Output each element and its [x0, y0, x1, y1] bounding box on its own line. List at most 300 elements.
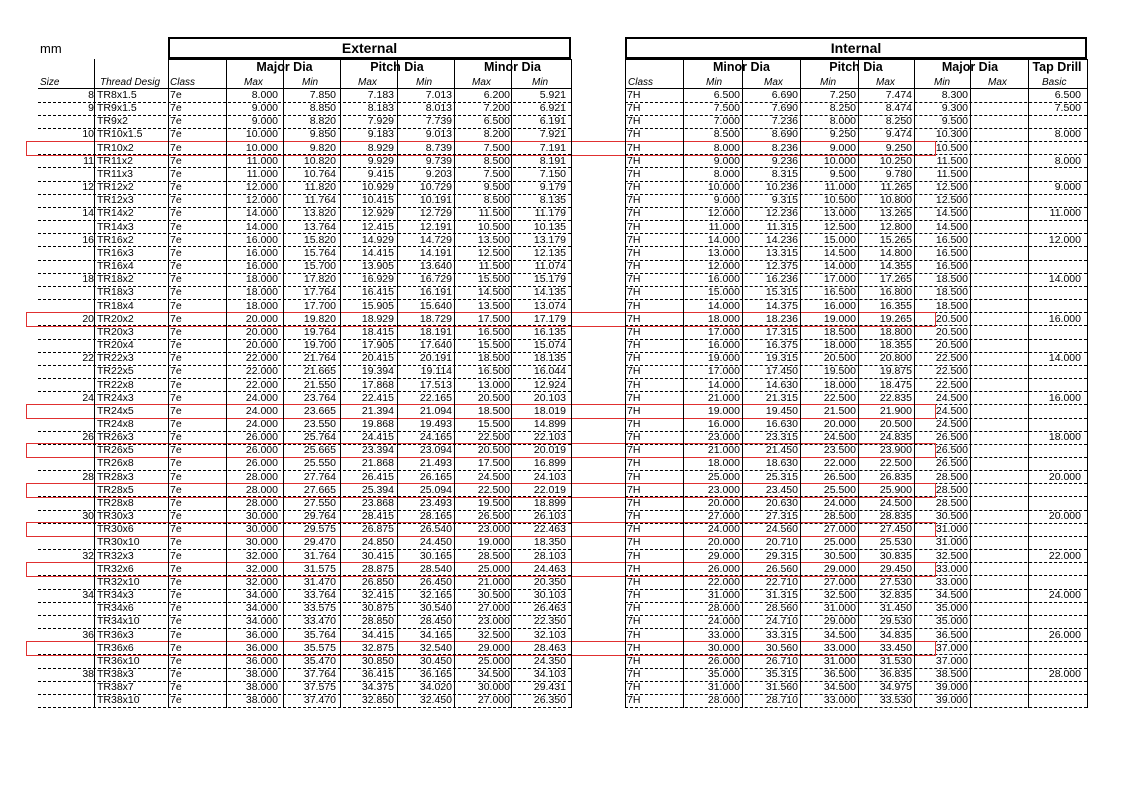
internal-value-cell: 26.500: [935, 457, 968, 470]
tap-drill-cell: 28.000: [1048, 668, 1081, 681]
external-value-cell: 34.415: [361, 628, 394, 641]
external-class-cell: 7e: [170, 470, 182, 483]
external-value-cell: 26.540: [419, 523, 452, 536]
column-rule: [683, 59, 684, 708]
internal-value-cell: 24.835: [879, 431, 912, 444]
internal-value-cell: 33.000: [935, 562, 968, 575]
size-cell: 26: [82, 431, 94, 444]
external-value-cell: 11.500: [478, 260, 510, 273]
thread-designation-cell: TR26x3: [97, 431, 134, 444]
thread-designation-cell: TR28x5: [97, 483, 134, 496]
external-class-cell: 7e: [170, 575, 182, 588]
size-cell: 24: [82, 391, 94, 404]
thread-designation-cell: TR14x3: [97, 220, 134, 233]
external-value-cell: 24.415: [361, 431, 394, 444]
external-value-cell: 13.179: [533, 233, 566, 246]
internal-value-cell: 36.500: [823, 668, 856, 681]
column-header-max: Max: [244, 77, 263, 88]
external-value-cell: 16.191: [419, 286, 452, 299]
internal-value-cell: 16.000: [823, 299, 856, 312]
external-value-cell: 32.000: [245, 549, 278, 562]
internal-value-cell: 33.000: [823, 694, 856, 707]
external-value-cell: 18.899: [533, 496, 566, 509]
internal-class-cell: 7H: [627, 141, 641, 154]
internal-value-cell: 18.000: [707, 312, 740, 325]
external-value-cell: 20.350: [533, 575, 566, 588]
external-value-cell: 12.729: [419, 207, 452, 220]
size-cell: 32: [82, 549, 94, 562]
external-value-cell: 26.103: [533, 510, 566, 523]
external-class-cell: 7e: [170, 312, 182, 325]
subheader-major-dia: Major Dia: [941, 60, 999, 74]
external-value-cell: 36.165: [419, 668, 452, 681]
internal-value-cell: 10.300: [935, 128, 968, 141]
external-value-cell: 9.850: [309, 128, 336, 141]
external-value-cell: 30.500: [477, 589, 510, 602]
internal-value-cell: 14.000: [707, 233, 740, 246]
external-value-cell: 15.640: [419, 299, 452, 312]
internal-value-cell: 12.000: [707, 260, 740, 273]
column-rule: [340, 59, 341, 708]
external-value-cell: 10.000: [245, 141, 278, 154]
internal-value-cell: 30.500: [823, 549, 856, 562]
internal-value-cell: 16.630: [765, 418, 798, 430]
internal-value-cell: 19.265: [879, 312, 912, 325]
internal-class-cell: 7H: [627, 260, 641, 273]
external-value-cell: 20.103: [533, 391, 566, 404]
external-value-cell: 19.500: [477, 496, 510, 509]
internal-class-cell: 7H: [627, 575, 641, 588]
external-value-cell: 23.000: [477, 615, 510, 628]
internal-value-cell: 23.500: [823, 444, 856, 457]
internal-value-cell: 24.500: [935, 418, 968, 430]
internal-value-cell: 12.800: [879, 220, 912, 233]
internal-class-cell: 7H: [627, 89, 641, 101]
internal-value-cell: 18.355: [879, 339, 912, 352]
internal-class-cell: 7H: [627, 523, 641, 536]
internal-class-cell: 7H: [627, 352, 641, 365]
internal-value-cell: 13.315: [765, 246, 798, 259]
internal-value-cell: 19.000: [707, 404, 740, 417]
external-value-cell: 20.415: [361, 352, 394, 365]
external-value-cell: 6.921: [539, 102, 566, 115]
external-value-cell: 7.739: [425, 115, 452, 128]
internal-value-cell: 33.000: [935, 575, 968, 588]
column-header-min: Min: [302, 77, 319, 88]
external-title: External: [341, 40, 398, 56]
column-rule: [800, 59, 801, 708]
external-value-cell: 21.868: [361, 457, 394, 470]
internal-value-cell: 14.236: [765, 233, 798, 246]
internal-value-cell: 22.500: [935, 365, 968, 378]
external-value-cell: 17.640: [419, 339, 452, 352]
external-class-cell: 7e: [170, 457, 182, 470]
internal-class-cell: 7H: [627, 681, 641, 694]
internal-value-cell: 18.000: [823, 339, 856, 352]
internal-value-cell: 18.800: [879, 325, 912, 338]
external-value-cell: 20.500: [477, 444, 510, 457]
internal-value-cell: 37.000: [935, 654, 968, 667]
external-value-cell: 29.575: [303, 523, 336, 536]
external-class-cell: 7e: [170, 615, 182, 628]
external-value-cell: 19.700: [303, 339, 336, 352]
external-value-cell: 34.020: [419, 681, 452, 694]
internal-value-cell: 18.475: [879, 378, 912, 391]
external-value-cell: 28.450: [419, 615, 452, 628]
external-value-cell: 17.700: [303, 299, 336, 312]
size-cell: 22: [82, 352, 94, 365]
external-class-cell: 7e: [170, 483, 182, 496]
internal-value-cell: 26.500: [823, 470, 856, 483]
column-rule: [858, 59, 859, 708]
internal-value-cell: 22.500: [935, 378, 968, 391]
external-value-cell: 27.000: [477, 694, 510, 707]
external-value-cell: 23.764: [303, 391, 336, 404]
external-value-cell: 32.000: [245, 575, 278, 588]
external-class-cell: 7e: [170, 654, 182, 667]
column-rule: [454, 59, 455, 708]
external-value-cell: 28.103: [533, 549, 566, 562]
internal-value-cell: 23.000: [707, 483, 740, 496]
internal-value-cell: 6.690: [771, 89, 798, 101]
column-rule: [168, 59, 169, 708]
external-value-cell: 30.000: [477, 681, 510, 694]
external-class-cell: 7e: [170, 418, 182, 430]
external-value-cell: 25.665: [303, 444, 336, 457]
thread-designation-cell: TR24x8: [97, 418, 134, 430]
external-value-cell: 11.000: [246, 167, 278, 180]
internal-value-cell: 25.000: [707, 470, 740, 483]
external-value-cell: 32.850: [361, 694, 394, 707]
external-class-cell: 7e: [170, 391, 182, 404]
tap-drill-cell: 6.500: [1054, 89, 1081, 101]
internal-class-cell: 7H: [627, 115, 641, 128]
external-value-cell: 14.191: [419, 246, 452, 259]
internal-value-cell: 23.450: [765, 483, 798, 496]
internal-value-cell: 28.000: [707, 694, 740, 707]
external-value-cell: 19.114: [420, 365, 452, 378]
internal-value-cell: 29.000: [823, 615, 856, 628]
external-value-cell: 30.415: [361, 549, 394, 562]
external-value-cell: 17.764: [303, 286, 336, 299]
external-value-cell: 12.415: [361, 220, 394, 233]
size-cell: 38: [82, 668, 94, 681]
internal-class-cell: 7H: [627, 325, 641, 338]
external-value-cell: 18.000: [245, 273, 278, 286]
external-class-cell: 7e: [170, 694, 182, 707]
column-header-min: Min: [416, 77, 433, 88]
internal-value-cell: 24.710: [765, 615, 798, 628]
external-value-cell: 10.729: [419, 181, 452, 194]
external-value-cell: 9.179: [539, 181, 566, 194]
internal-value-cell: 18.000: [823, 378, 856, 391]
external-value-cell: 10.191: [419, 194, 452, 207]
internal-value-cell: 34.500: [823, 628, 856, 641]
internal-value-cell: 20.500: [823, 352, 856, 365]
internal-value-cell: 11.500: [936, 167, 968, 180]
thread-designation-cell: TR32x6: [97, 562, 134, 575]
external-value-cell: 6.200: [483, 89, 510, 101]
internal-class-cell: 7H: [627, 404, 641, 417]
internal-value-cell: 28.835: [879, 510, 912, 523]
tap-drill-cell: 16.000: [1048, 312, 1081, 325]
thread-designation-cell: TR38x7: [97, 681, 134, 694]
internal-value-cell: 24.500: [935, 404, 968, 417]
external-value-cell: 9.203: [425, 167, 452, 180]
column-rule: [742, 59, 743, 708]
internal-value-cell: 32.500: [823, 589, 856, 602]
external-class-cell: 7e: [170, 233, 182, 246]
thread-designation-cell: TR36x10: [97, 654, 140, 667]
external-value-cell: 16.000: [245, 233, 278, 246]
external-value-cell: 34.500: [477, 668, 510, 681]
external-value-cell: 34.103: [533, 668, 566, 681]
internal-value-cell: 24.500: [935, 391, 968, 404]
column-header-size: Size: [40, 77, 60, 88]
external-value-cell: 35.575: [303, 641, 336, 654]
external-value-cell: 30.875: [361, 602, 394, 615]
external-value-cell: 24.350: [533, 654, 566, 667]
thread-designation-cell: TR22x5: [97, 365, 134, 378]
external-value-cell: 32.500: [477, 628, 510, 641]
internal-value-cell: 16.500: [935, 246, 968, 259]
internal-value-cell: 19.875: [879, 365, 912, 378]
external-value-cell: 31.575: [303, 562, 336, 575]
external-value-cell: 22.500: [477, 431, 510, 444]
external-value-cell: 6.191: [539, 115, 566, 128]
internal-class-cell: 7H: [627, 602, 641, 615]
column-header-max: Max: [988, 77, 1007, 88]
thread-designation-cell: TR30x3: [97, 510, 134, 523]
internal-value-cell: 23.315: [765, 431, 798, 444]
column-header-min: Min: [706, 77, 723, 88]
column-rule: [571, 59, 572, 708]
external-value-cell: 17.500: [477, 312, 510, 325]
external-value-cell: 16.135: [533, 325, 566, 338]
external-value-cell: 8.929: [367, 141, 394, 154]
size-cell: 28: [82, 470, 94, 483]
external-class-cell: 7e: [170, 628, 182, 641]
external-value-cell: 11.179: [534, 207, 566, 220]
external-class-cell: 7e: [170, 286, 182, 299]
external-value-cell: 9.500: [483, 181, 510, 194]
external-class-cell: 7e: [170, 154, 182, 167]
thread-designation-cell: TR16x4: [97, 260, 134, 273]
external-value-cell: 32.165: [419, 589, 452, 602]
internal-value-cell: 10.800: [879, 194, 912, 207]
tap-drill-cell: 14.000: [1048, 352, 1081, 365]
external-value-cell: 18.350: [533, 536, 566, 549]
thread-designation-cell: TR30x10: [97, 536, 140, 549]
external-value-cell: 15.820: [303, 233, 336, 246]
internal-value-cell: 7.250: [829, 89, 856, 101]
internal-value-cell: 8.000: [713, 167, 740, 180]
external-class-cell: 7e: [170, 641, 182, 654]
external-value-cell: 18.019: [533, 404, 566, 417]
external-class-cell: 7e: [170, 444, 182, 457]
internal-value-cell: 12.500: [935, 194, 968, 207]
internal-value-cell: 9.780: [885, 167, 912, 180]
column-rule: [970, 59, 971, 708]
internal-value-cell: 34.975: [879, 681, 912, 694]
external-value-cell: 15.500: [477, 273, 510, 286]
size-cell: 36: [82, 628, 94, 641]
internal-value-cell: 16.000: [707, 339, 740, 352]
external-value-cell: 7.929: [367, 115, 394, 128]
external-value-cell: 30.540: [419, 602, 452, 615]
internal-value-cell: 12.236: [765, 207, 798, 220]
internal-value-cell: 35.000: [935, 615, 968, 628]
external-value-cell: 36.000: [245, 628, 278, 641]
internal-value-cell: 15.265: [879, 233, 912, 246]
external-value-cell: 8.191: [539, 154, 566, 167]
external-value-cell: 28.463: [533, 641, 566, 654]
internal-value-cell: 16.236: [765, 273, 798, 286]
internal-value-cell: 29.450: [879, 562, 912, 575]
external-value-cell: 28.500: [477, 549, 510, 562]
thread-designation-cell: TR34x6: [97, 602, 134, 615]
external-value-cell: 13.764: [303, 220, 336, 233]
thread-designation-cell: TR18x2: [97, 273, 134, 286]
internal-value-cell: 7.000: [713, 115, 740, 128]
tap-drill-cell: 11.000: [1049, 207, 1081, 220]
internal-value-cell: 9.236: [771, 154, 798, 167]
external-value-cell: 26.165: [419, 470, 452, 483]
external-value-cell: 26.875: [361, 523, 394, 536]
subheader-minor-dia: Minor Dia: [713, 60, 770, 74]
external-class-cell: 7e: [170, 246, 182, 259]
column-rule: [625, 59, 626, 708]
external-value-cell: 24.165: [419, 431, 452, 444]
internal-value-cell: 16.500: [935, 233, 968, 246]
internal-value-cell: 35.000: [935, 602, 968, 615]
internal-class-cell: 7H: [627, 668, 641, 681]
internal-value-cell: 10.000: [707, 181, 740, 194]
internal-value-cell: 19.450: [765, 404, 798, 417]
internal-value-cell: 22.500: [935, 352, 968, 365]
thread-designation-cell: TR22x3: [97, 352, 134, 365]
internal-value-cell: 25.000: [823, 536, 856, 549]
internal-value-cell: 11.000: [708, 220, 740, 233]
internal-class-cell: 7H: [627, 273, 641, 286]
column-rule: [1087, 59, 1088, 708]
internal-class-cell: 7H: [627, 483, 641, 496]
external-value-cell: 26.463: [533, 602, 566, 615]
external-value-cell: 8.135: [539, 194, 566, 207]
internal-value-cell: 18.500: [935, 273, 968, 286]
thread-designation-cell: TR20x2: [97, 312, 134, 325]
internal-value-cell: 29.315: [765, 549, 798, 562]
external-value-cell: 35.764: [303, 628, 336, 641]
internal-value-cell: 14.800: [879, 246, 912, 259]
tap-drill-cell: 14.000: [1048, 273, 1081, 286]
internal-value-cell: 10.000: [823, 154, 856, 167]
external-value-cell: 28.875: [361, 562, 394, 575]
internal-value-cell: 35.000: [707, 668, 740, 681]
thread-designation-cell: TR34x10: [97, 615, 140, 628]
external-value-cell: 9.013: [425, 128, 452, 141]
external-value-cell: 26.000: [245, 457, 278, 470]
external-value-cell: 8.500: [483, 154, 510, 167]
external-value-cell: 36.000: [245, 654, 278, 667]
external-value-cell: 12.135: [533, 246, 566, 259]
internal-value-cell: 27.315: [765, 510, 798, 523]
header-rule: [625, 88, 1087, 89]
thread-designation-cell: TR12x3: [97, 194, 134, 207]
external-value-cell: 20.000: [245, 312, 278, 325]
internal-value-cell: 26.000: [707, 654, 740, 667]
external-value-cell: 22.103: [533, 431, 566, 444]
internal-value-cell: 30.835: [879, 549, 912, 562]
tap-drill-cell: 20.000: [1048, 510, 1081, 523]
external-value-cell: 11.074: [534, 260, 566, 273]
internal-class-cell: 7H: [627, 339, 641, 352]
internal-class-cell: 7H: [627, 444, 641, 457]
internal-class-cell: 7H: [627, 233, 641, 246]
thread-designation-cell: TR22x8: [97, 378, 134, 391]
column-header-max: Max: [876, 77, 895, 88]
external-value-cell: 10.500: [477, 220, 510, 233]
external-value-cell: 38.000: [245, 681, 278, 694]
internal-value-cell: 8.250: [829, 102, 856, 115]
internal-class-cell: 7H: [627, 194, 641, 207]
external-value-cell: 5.921: [539, 89, 566, 101]
internal-value-cell: 20.710: [765, 536, 798, 549]
external-value-cell: 12.924: [533, 378, 566, 391]
internal-class-cell: 7H: [627, 628, 641, 641]
external-value-cell: 17.868: [361, 378, 394, 391]
internal-class-cell: 7H: [627, 549, 641, 562]
internal-value-cell: 20.800: [879, 352, 912, 365]
external-value-cell: 7.200: [483, 102, 510, 115]
external-value-cell: 8.000: [251, 89, 278, 101]
external-value-cell: 31.764: [303, 549, 336, 562]
external-value-cell: 19.394: [361, 365, 394, 378]
external-value-cell: 22.019: [533, 483, 566, 496]
internal-value-cell: 20.500: [935, 325, 968, 338]
internal-value-cell: 31.560: [765, 681, 798, 694]
size-cell: 14: [82, 207, 94, 220]
external-value-cell: 17.500: [477, 457, 510, 470]
external-value-cell: 26.350: [533, 694, 566, 707]
external-value-cell: 24.103: [533, 470, 566, 483]
internal-value-cell: 21.315: [765, 391, 798, 404]
external-value-cell: 9.183: [367, 128, 394, 141]
external-value-cell: 23.094: [419, 444, 452, 457]
internal-class-cell: 7H: [627, 102, 641, 115]
internal-class-cell: 7H: [627, 536, 641, 549]
column-header-min: Min: [934, 77, 951, 88]
internal-value-cell: 16.355: [879, 299, 912, 312]
external-value-cell: 16.000: [245, 260, 278, 273]
external-value-cell: 37.764: [303, 668, 336, 681]
internal-value-cell: 32.835: [879, 589, 912, 602]
external-value-cell: 18.500: [477, 352, 510, 365]
external-value-cell: 9.820: [309, 141, 336, 154]
external-value-cell: 23.394: [361, 444, 394, 457]
external-value-cell: 28.165: [419, 510, 452, 523]
external-value-cell: 7.921: [539, 128, 566, 141]
internal-value-cell: 25.900: [879, 483, 912, 496]
tap-drill-cell: 12.000: [1048, 233, 1081, 246]
column-header-max: Max: [764, 77, 783, 88]
external-value-cell: 28.850: [361, 615, 394, 628]
external-value-cell: 31.470: [303, 575, 336, 588]
external-value-cell: 18.000: [245, 286, 278, 299]
external-value-cell: 26.000: [245, 444, 278, 457]
internal-value-cell: 29.000: [707, 549, 740, 562]
external-value-cell: 15.764: [303, 246, 336, 259]
